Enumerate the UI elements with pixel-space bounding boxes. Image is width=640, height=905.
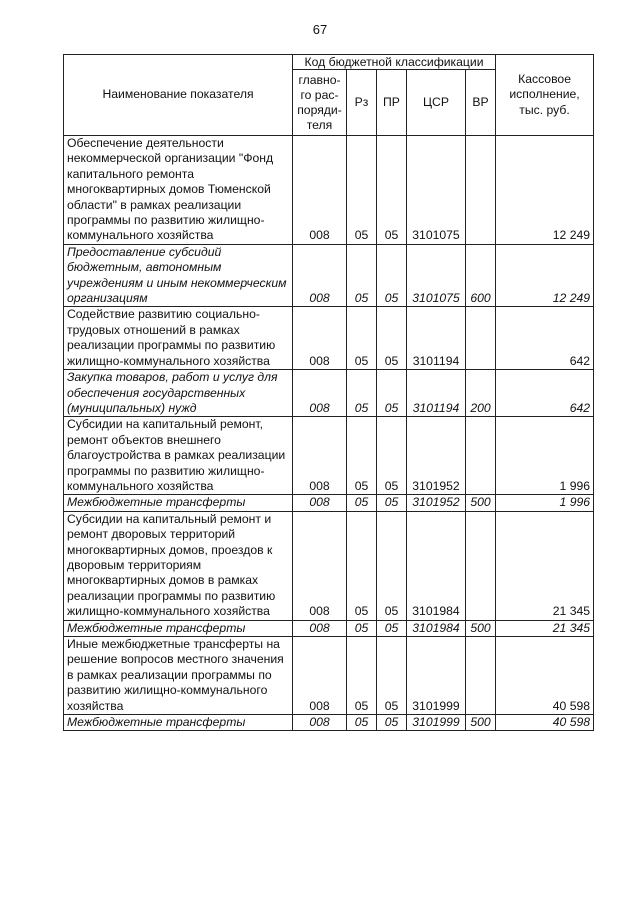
table-row <box>64 307 594 370</box>
table-row <box>64 136 594 245</box>
row-name-cell: Содействие развитию социально-трудовых отношений в рамках реализации программы по развитию жилищно-коммунального хозяйства <box>64 307 293 370</box>
table-row <box>64 417 594 495</box>
row-chief-cell: 008 <box>293 370 347 417</box>
row-name-cell: Межбюджетные трансферты <box>64 715 293 731</box>
row-chief-cell: 008 <box>293 637 347 715</box>
row-chief-cell: 008 <box>293 511 347 620</box>
row-name-cell: Предоставление субсидий бюджетным, автономным учреждениям и иным некоммерческим организациям <box>64 244 293 307</box>
row-chief-cell: 008 <box>293 715 347 731</box>
row-csr-cell: 3101075 <box>407 136 466 245</box>
table-row <box>64 511 594 620</box>
header-execution: Кассовое исполнение, тыс. руб. <box>496 55 594 136</box>
row-name-cell: Субсидии на капитальный ремонт и ремонт дворовых территорий многоквартирных домов, проездов к дворовым территориям многоквартирных домов в рамках реализации программы по развитию жилищно-коммунального хозяйства <box>64 511 293 620</box>
row-pr-cell: 05 <box>377 637 407 715</box>
table-body <box>64 136 594 731</box>
row-csr-cell: 3101984 <box>407 511 466 620</box>
row-vr-cell: 500 <box>466 620 496 636</box>
row-name-cell: Закупка товаров, работ и услуг для обеспечения государственных (муниципальных) нужд <box>64 370 293 417</box>
row-pr-cell: 05 <box>377 307 407 370</box>
row-pr-cell: 05 <box>377 417 407 495</box>
row-rz-cell: 05 <box>347 715 377 731</box>
row-rz-cell: 05 <box>347 244 377 307</box>
row-csr-cell: 3101984 <box>407 620 466 636</box>
table-row <box>64 620 594 636</box>
table-row <box>64 244 594 307</box>
row-rz-cell: 05 <box>347 417 377 495</box>
row-name-cell: Межбюджетные трансферты <box>64 620 293 636</box>
row-amount-cell: 1 996 <box>496 417 594 495</box>
header-csr: ЦСР <box>407 70 466 136</box>
row-rz-cell: 05 <box>347 370 377 417</box>
row-csr-cell: 3101999 <box>407 715 466 731</box>
row-amount-cell: 21 345 <box>496 620 594 636</box>
row-amount-cell: 642 <box>496 307 594 370</box>
header-rz: Рз <box>347 70 377 136</box>
header-code-group: Код бюджетной классификации <box>293 55 496 70</box>
row-chief-cell: 008 <box>293 136 347 245</box>
row-chief-cell: 008 <box>293 417 347 495</box>
row-csr-cell: 3101194 <box>407 307 466 370</box>
row-amount-cell: 642 <box>496 370 594 417</box>
row-pr-cell: 05 <box>377 511 407 620</box>
row-vr-cell <box>466 511 496 620</box>
row-csr-cell: 3101952 <box>407 495 466 511</box>
header-name: Наименование показателя <box>64 55 293 136</box>
page-number: 67 <box>312 22 328 37</box>
row-name-cell: Субсидии на капитальный ремонт, ремонт объектов внешнего благоустройства в рамках реализации программы по развитию жилищно-коммунального хозяйства <box>64 417 293 495</box>
row-vr-cell <box>466 307 496 370</box>
row-pr-cell: 05 <box>377 715 407 731</box>
table-row <box>64 637 594 715</box>
row-chief-cell: 008 <box>293 495 347 511</box>
row-rz-cell: 05 <box>347 495 377 511</box>
row-amount-cell: 40 598 <box>496 637 594 715</box>
row-rz-cell: 05 <box>347 637 377 715</box>
table-row <box>64 370 594 417</box>
row-rz-cell: 05 <box>347 307 377 370</box>
row-csr-cell: 3101075 <box>407 244 466 307</box>
row-vr-cell <box>466 136 496 245</box>
row-chief-cell: 008 <box>293 620 347 636</box>
row-amount-cell: 1 996 <box>496 495 594 511</box>
row-rz-cell: 05 <box>347 136 377 245</box>
row-name-cell: Обеспечение деятельности некоммерческой организации "Фонд капитального ремонта многоквартирных домов Тюменской области" в рамках реализации программы по развитию жилищно-коммунального хозяйства <box>64 136 293 245</box>
row-pr-cell: 05 <box>377 370 407 417</box>
row-amount-cell: 12 249 <box>496 136 594 245</box>
row-csr-cell: 3101952 <box>407 417 466 495</box>
row-name-cell: Иные межбюджетные трансферты на решение вопросов местного значения в рамках реализации программы по развитию жилищно-коммунального хозяйства <box>64 637 293 715</box>
table-row <box>64 495 594 511</box>
header-vr: ВР <box>466 70 496 136</box>
header-pr: ПР <box>377 70 407 136</box>
row-pr-cell: 05 <box>377 620 407 636</box>
row-pr-cell: 05 <box>377 495 407 511</box>
row-amount-cell: 40 598 <box>496 715 594 731</box>
budget-execution-table <box>63 54 594 731</box>
row-chief-cell: 008 <box>293 307 347 370</box>
row-csr-cell: 3101194 <box>407 370 466 417</box>
row-rz-cell: 05 <box>347 620 377 636</box>
row-vr-cell: 500 <box>466 495 496 511</box>
row-rz-cell: 05 <box>347 511 377 620</box>
row-chief-cell: 008 <box>293 244 347 307</box>
row-vr-cell: 200 <box>466 370 496 417</box>
row-pr-cell: 05 <box>377 136 407 245</box>
table-row <box>64 715 594 731</box>
row-vr-cell <box>466 417 496 495</box>
row-name-cell: Межбюджетные трансферты <box>64 495 293 511</box>
row-vr-cell: 600 <box>466 244 496 307</box>
row-vr-cell <box>466 637 496 715</box>
row-csr-cell: 3101999 <box>407 637 466 715</box>
row-amount-cell: 12 249 <box>496 244 594 307</box>
row-vr-cell: 500 <box>466 715 496 731</box>
row-pr-cell: 05 <box>377 244 407 307</box>
header-chief: главно-го рас-поряди-теля <box>293 70 347 136</box>
row-amount-cell: 21 345 <box>496 511 594 620</box>
